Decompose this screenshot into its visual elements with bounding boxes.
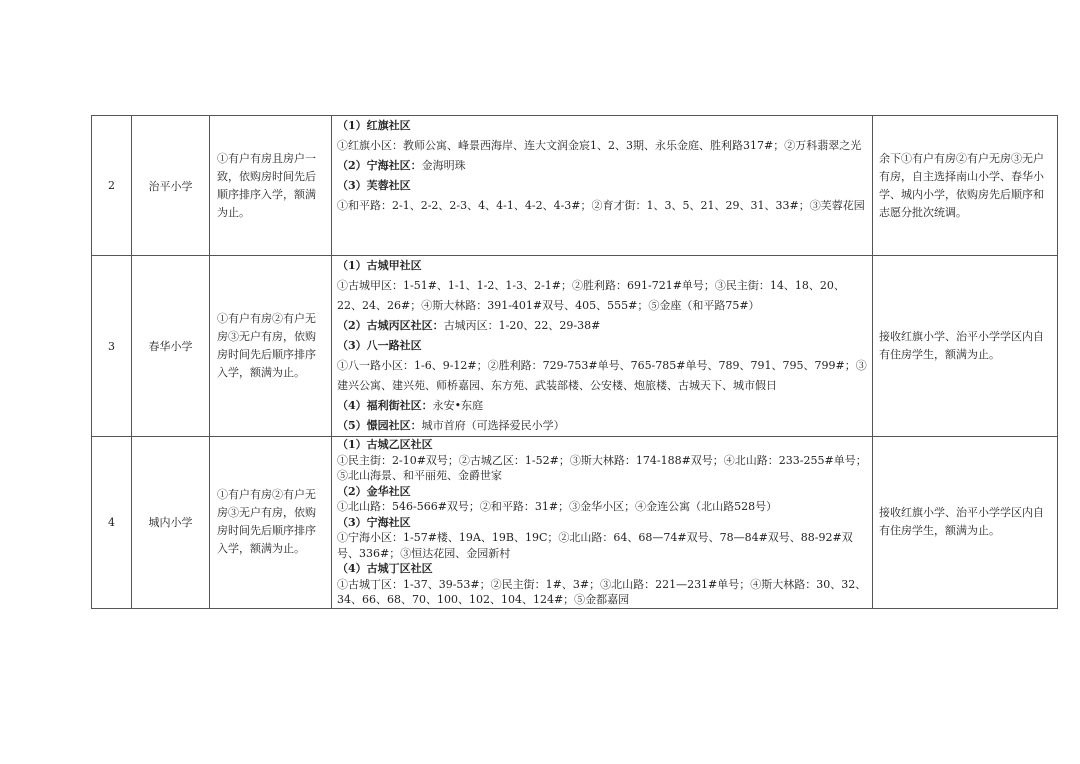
address-list: ①北山路：546-566#双号；②和平路：31#；③金华小区；④金连公寓（北山路528号） (337, 500, 778, 513)
address-list: ①八一路小区：1-6、9-12#；②胜利路：729-753#单号、765-785#单号、789、791、795、799#；③建兴公寓、建兴苑、师桥嘉园、东方苑、武装部楼、公安楼、炮旅楼、古城天下、城市假日 (337, 359, 867, 392)
address-list: 永安•东庭 (432, 399, 484, 412)
admission-rule: ①有户有房②有户无房③无户有房，依购房时间先后顺序排序入学，额满为止。 (210, 437, 332, 609)
community-heading: （2）古城丙区社区： (337, 319, 444, 332)
row-number: 4 (92, 437, 132, 609)
admission-rule: ①有户有房②有户无房③无户有房，依购房时间先后顺序排序入学，额满为止。 (210, 256, 332, 437)
remark: 余下①有户有房②有户无房③无户有房，自主选择南山小学、春华小学、城内小学，依购房先后顺序和志愿分批次统调。 (873, 116, 1058, 256)
address-list: 金海明珠 (421, 159, 466, 172)
address-list: 古城丙区：1-20、22、29-38# (443, 319, 601, 332)
school-name: 春华小学 (132, 256, 210, 437)
address-list: ①和平路：2-1、2-2、2-3、4、4-1、4-2、4-3#；②育才街：1、3、5、21、29、31、33#；③芙蓉花园 (337, 199, 865, 212)
address-list: ①红旗小区：教师公寓、峰景西海岸、连大文润金宸1、2、3期、永乐金庭、胜利路317#；②万科翡翠之光 (337, 139, 862, 152)
address-list: ①古城甲区：1-51#、1-1、1-2、1-3、2-1#；②胜利路：691-721#单号；③民主街：14、18、20、22、24、26#；④斯大林路：391-401#双号、405、555#；⑤金座（和平路75#） (337, 279, 845, 312)
address-list: ①民主街：2-10#双号；②古城乙区：1-52#；③斯大林路：174-188#双号；④北山路：233-255#单号；⑤北山海景、和平丽苑、金爵世家 (337, 453, 867, 482)
row-number: 2 (92, 116, 132, 256)
address-list: 城市首府（可选择爱民小学） (421, 419, 565, 432)
enrollment-table (91, 115, 1058, 609)
row-number: 3 (92, 256, 132, 437)
community-heading: （3）芙蓉社区 (337, 179, 411, 192)
community-heading: （5）憬园社区： (337, 419, 422, 432)
community-heading: （4）福利街社区： (337, 399, 433, 412)
school-name: 城内小学 (132, 437, 210, 609)
address-list: ①古城丁区：1-37、39-53#；②民主街：1#、3#；③北山路：221—231#单号；④斯大林路：30、32、34、66、68、70、100、102、104、124#；⑤金都嘉园 (337, 577, 867, 606)
community-heading: （2）金华社区 (337, 484, 411, 498)
community-heading: （3）八一路社区 (337, 339, 422, 352)
community-heading: （2）宁海社区： (337, 159, 422, 172)
community-heading: （1）古城甲社区 (337, 259, 422, 272)
district-area (332, 256, 873, 437)
table-row (92, 256, 1058, 437)
admission-rule: ①有户有房且房户一致，依购房时间先后顺序排序入学，额满为止。 (210, 116, 332, 256)
remark: 接收红旗小学、治平小学学区内自有住房学生，额满为止。 (873, 437, 1058, 609)
remark: 接收红旗小学、治平小学学区内自有住房学生，额满为止。 (873, 256, 1058, 437)
address-list: ①宁海小区：1-57#楼、19A、19B、19C；②北山路：64、68—74#双号、78—84#双号、88-92#双号、336#；③恒达花园、金园新村 (337, 531, 853, 560)
school-name: 治平小学 (132, 116, 210, 256)
community-heading: （4）古城丁区社区 (337, 562, 433, 575)
community-heading: （3）宁海社区 (337, 515, 411, 529)
district-area (332, 437, 873, 609)
district-area (332, 116, 873, 256)
community-heading: （1）古城乙区社区 (337, 438, 433, 451)
table-row (92, 116, 1058, 256)
community-heading: （1）红旗社区 (337, 119, 411, 132)
table-row (92, 437, 1058, 609)
